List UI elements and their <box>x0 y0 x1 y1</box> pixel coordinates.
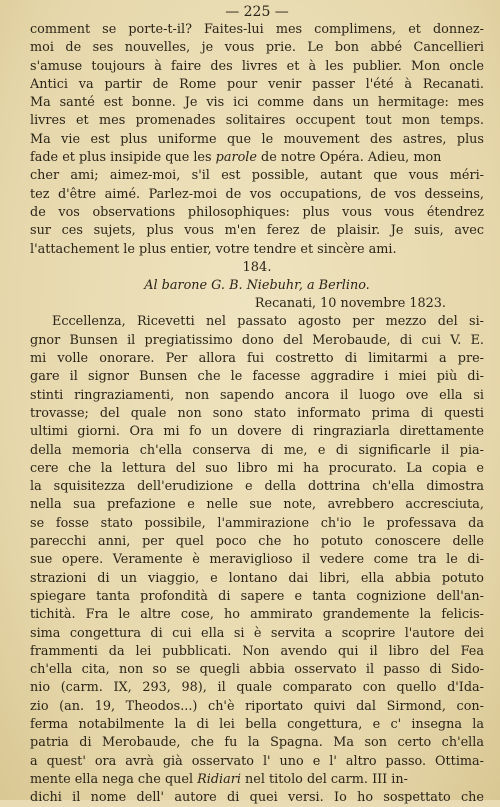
text-line: a quest' ora avrà già osservato l' uno e l' altro passo. Ottima- <box>30 753 484 769</box>
text-line: sima congettura di cui ella si è servita a scoprire l'autore dei <box>30 625 484 641</box>
text-line: moi de ses nouvelles, je vous prie. Le bon abbé Cancellieri <box>30 40 484 56</box>
text-line: spiegare tanta profondità di sapere e tanta cognizione dell'an- <box>30 588 484 604</box>
text-line: se fosse stato possibile, l'ammirazione ch'io le professava da <box>30 515 484 531</box>
text-line: Antici va partir de Rome pour venir passer l'été à Recanati. <box>30 76 484 92</box>
text-line: gnor Bunsen il pregiatissimo dono del Merobaude, di cui V. E. <box>30 332 484 348</box>
text-line: frammenti da lei pubblicati. Non avendo qui il libro del Fea <box>30 643 484 659</box>
text-line: parecchi anni, per quel poco che ho potuto conoscere delle <box>30 534 484 550</box>
text-line: comment se porte-t-il? Faites-lui mes complimens, et donnez- <box>30 22 484 37</box>
italic-word: Ridiari <box>197 771 241 787</box>
text-line: nio (carm. IX, 293, 98), il quale comparato con quello d'Ida- <box>30 680 484 696</box>
text-line: Eccellenza, Ricevetti nel passato agosto per mezzo del si- <box>52 314 484 330</box>
text-line: strazioni di un viaggio, e lontano dai libri, ella abbia potuto <box>30 570 484 586</box>
text-line: ch'ella cita, non so se quegli abbia osservato il passo di Sido- <box>30 662 484 678</box>
text-line: Ma santé est bonne. Je vis ici comme dans un hermitage: mes <box>30 95 484 111</box>
letter-number: 184. <box>242 259 272 275</box>
text-line <box>30 149 484 167</box>
text-line: ultimi giorni. Ora mi fo un dovere di ringraziarla direttamente <box>30 424 484 440</box>
text-line: nella sua prefazione e nelle sue note, avrebbero accresciuta, <box>30 497 484 513</box>
text-line: della memoria ch'ella conserva di me, e di significarle il pia- <box>30 442 484 458</box>
recipient-heading: Al barone G. B. Niebuhr, a Berlino. <box>144 277 370 293</box>
text-line: sur ces sujets, plus vous m'en ferez de plaisir. Je suis, avec <box>30 223 484 239</box>
text-line: s'amuse toujours à faire des livres et à les publier. Mon oncle <box>30 58 484 74</box>
text-line: l'attachement le plus entier, votre tendre et sincère ami. <box>30 241 397 257</box>
text-line: ferma notabilmente la di lei bella congettura, e c' insegna la <box>30 716 484 732</box>
text-line: sue opere. Veramente è meraviglioso il vedere come tra le di- <box>30 552 484 568</box>
text-line: patria di Merobaude, che fu la Spagna. Ma son certo ch'ella <box>30 735 484 751</box>
text-line <box>30 771 484 789</box>
text-line: zio (an. 19, Theodos...) ch'è riportato quivi dal Sirmond, con- <box>30 698 484 714</box>
text-line: trovasse; del quale non sono stato informato prima di questi <box>30 405 484 421</box>
text-segment: nel titolo del carm. III in- <box>240 771 408 787</box>
text-line: de vos observations philosophiques: plus vous vous étendrez <box>30 204 484 220</box>
text-line: Ma vie est plus uniforme que le mouvement des astres, plus <box>30 131 484 147</box>
text-line: la squisitezza dell'erudizione e della dottrina ch'ella dimostra <box>30 479 484 495</box>
text-line: cher ami; aimez-moi, s'il est possible, autant que vous méri- <box>30 168 484 184</box>
text-line: stinti ringraziamenti, non sapendo ancora il luogo ove ella si <box>30 387 484 403</box>
text-segment: mente ella nega che quel <box>30 771 198 787</box>
text-segment: fade et plus insipide que les <box>30 150 216 166</box>
text-line: gare il signor Bunsen che le facesse aggradire i miei più di- <box>30 369 484 385</box>
letter-183-ending <box>30 21 484 259</box>
text-segment: de notre Opéra. Adieu, mon <box>256 150 442 166</box>
text-line: cere che la lettura del suo libro mi ha procurato. La copia e <box>30 460 484 476</box>
text-line: tez d'être aimé. Parlez-moi de vos occupations, de vos desseins, <box>30 186 484 202</box>
place-date: Recanati, 10 novembre 1823. <box>254 296 446 312</box>
text-line: livres et mes promenades solitaires occupent tout mon temps. <box>30 113 484 129</box>
page-number: — 225 — <box>225 4 289 20</box>
italic-word: parole <box>215 150 257 166</box>
letter-184-body <box>30 313 484 807</box>
text-line: mi volle onorare. Per allora fui costretto di limitarmi a pre- <box>30 351 484 367</box>
text-line: tichità. Fra le altre cose, ho ammirato grandemente la felicis- <box>30 607 484 623</box>
text-line: dichi il nome dell' autore di quei versi. Io ho sospettato che <box>30 790 484 806</box>
